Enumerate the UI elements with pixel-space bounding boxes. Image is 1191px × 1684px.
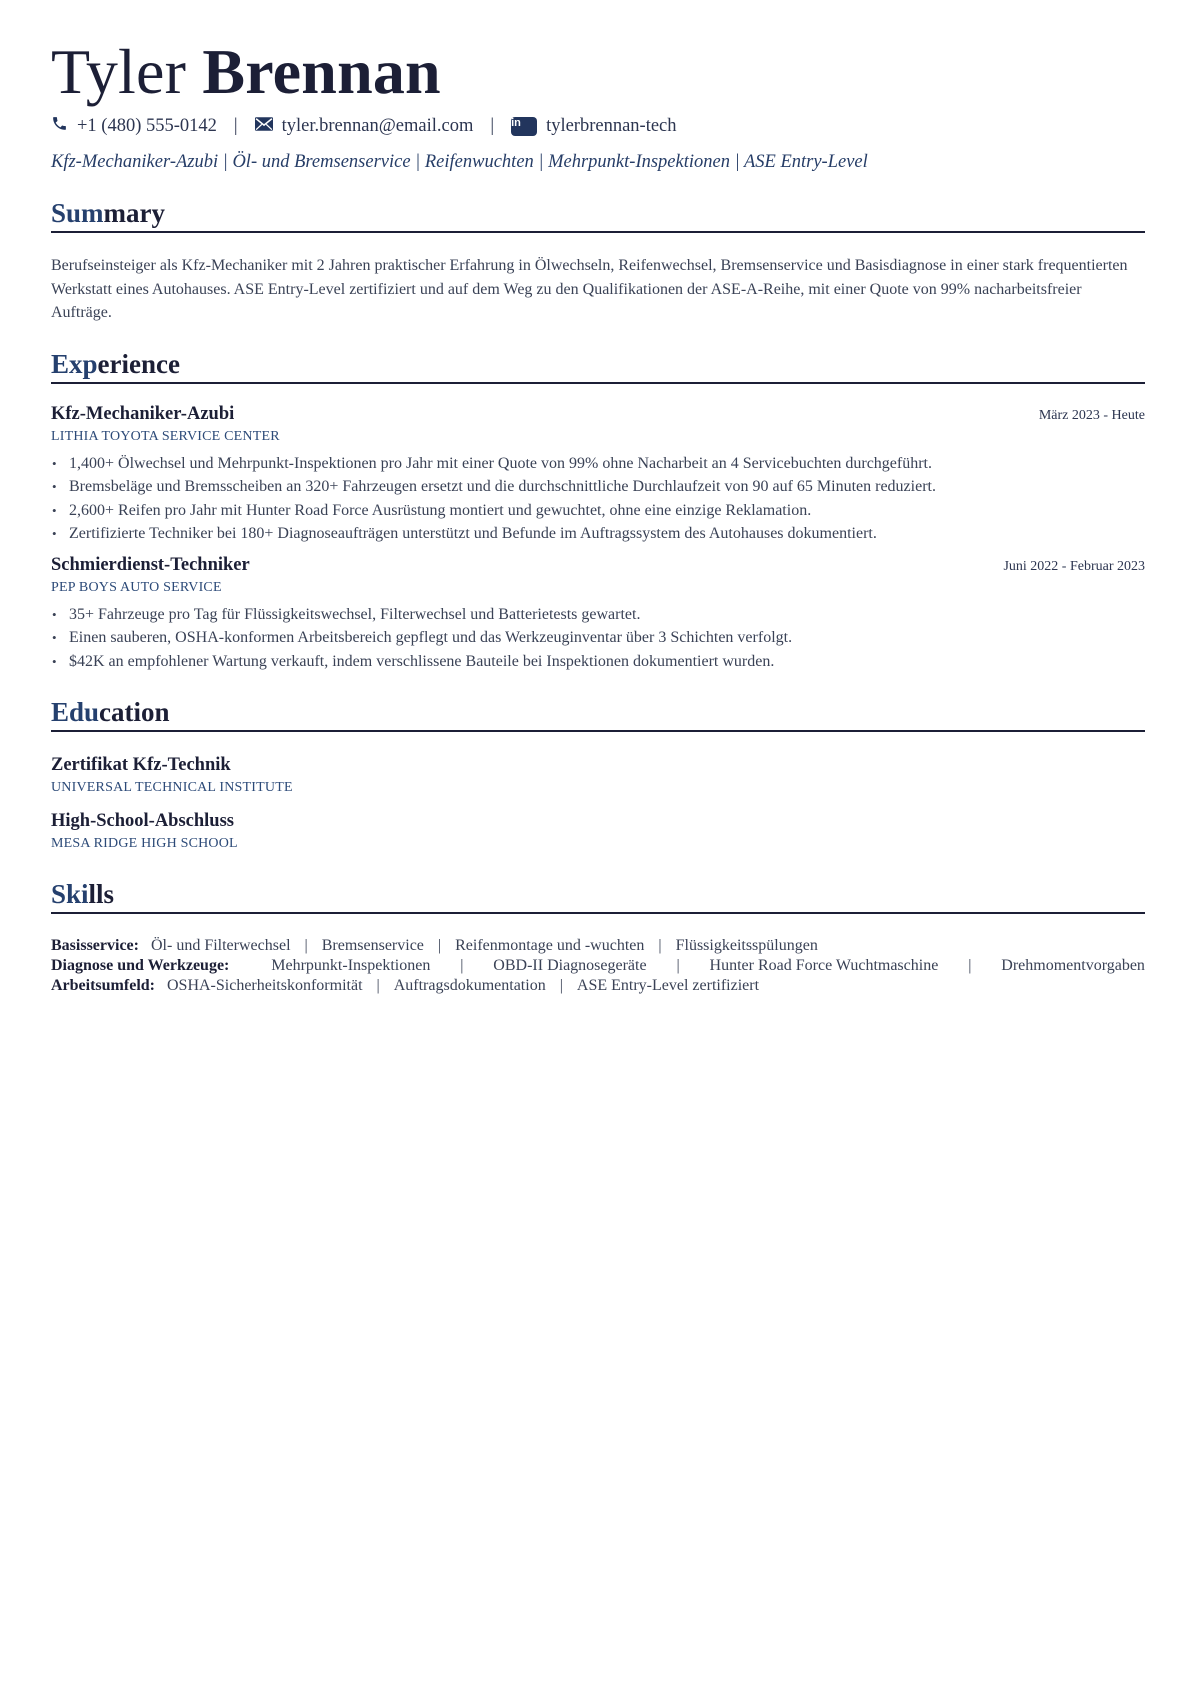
skill-item: Bremsenservice bbox=[321, 937, 424, 954]
email-address: tyler.brennan@email.com bbox=[281, 115, 474, 136]
skills-section bbox=[51, 877, 1145, 996]
job-bullet: • $42K an empfohlener Wartung verkauft, indem verschlissene Bauteile bei Inspektionen dokumentiert wurden. bbox=[51, 650, 1145, 674]
first-name: Tyler bbox=[51, 36, 187, 107]
job-bullet: • 35+ Fahrzeuge pro Tag für Flüssigkeitswechsel, Filterwechsel und Batterietests gewartet. bbox=[51, 603, 1145, 627]
phone-contact[interactable] bbox=[51, 115, 217, 138]
job-entry bbox=[51, 402, 1145, 546]
linkedin-handle: tylerbrennan-tech bbox=[546, 115, 677, 136]
skill-category-label: Basisservice: bbox=[51, 937, 139, 954]
education-section bbox=[51, 695, 1145, 855]
degree-title: Zertifikat Kfz-Technik bbox=[51, 755, 231, 775]
linkedin-contact[interactable] bbox=[511, 116, 676, 137]
skill-item: Mehrpunkt-Inspektionen bbox=[271, 957, 431, 974]
contact-line bbox=[51, 114, 1145, 138]
job-title: Schmierdienst-Techniker bbox=[51, 554, 250, 575]
skill-item: Reifenmontage und -wuchten bbox=[455, 937, 645, 954]
skill-item: Öl- und Filterwechsel bbox=[150, 937, 291, 954]
school-name: MESA RIDGE HIGH SCHOOL bbox=[51, 836, 238, 851]
email-contact[interactable] bbox=[255, 116, 474, 137]
skill-item: Drehmomentvorgaben bbox=[1001, 957, 1145, 974]
skill-item: OBD-II Diagnosegeräte bbox=[493, 957, 647, 974]
company-name: PEP BOYS AUTO SERVICE bbox=[51, 579, 222, 595]
job-bullet: • 2,600+ Reifen pro Jahr mit Hunter Road Force Ausrüstung montiert und gewuchtet, ohne eine einzige Reklamation. bbox=[51, 499, 1145, 523]
skill-row bbox=[51, 976, 1145, 996]
degree-title: High-School-Abschluss bbox=[51, 811, 234, 831]
skill-separator: | bbox=[658, 937, 662, 954]
section-title-experience: Experience bbox=[51, 347, 1145, 384]
education-entry bbox=[51, 809, 1145, 855]
school-name: UNIVERSAL TECHNICAL INSTITUTE bbox=[51, 780, 293, 795]
headline: Kfz-Mechaniker-Azubi | Öl- und Bremsenservice | Reifenwuchten | Mehrpunkt-Inspektionen | ASE Entry-Level bbox=[51, 152, 868, 172]
job-entry bbox=[51, 553, 1145, 674]
skill-separator: | bbox=[460, 957, 464, 974]
candidate-name bbox=[51, 34, 1145, 110]
job-bullets bbox=[51, 452, 1145, 546]
skill-separator: | bbox=[968, 957, 972, 974]
job-bullet: • Einen sauberen, OSHA-konformen Arbeitsbereich gepflegt und das Werkzeuginventar über 3 Schichten verfolgt. bbox=[51, 626, 1145, 650]
phone-number: +1 (480) 555-0142 bbox=[77, 115, 217, 136]
job-date: Juni 2022 - Februar 2023 bbox=[1003, 558, 1145, 574]
job-title: Kfz-Mechaniker-Azubi bbox=[51, 403, 235, 424]
section-title-skills: Skills bbox=[51, 877, 1145, 914]
summary-text: Berufseinsteiger als Kfz-Mechaniker mit 2 Jahren praktischer Erfahrung in Ölwechseln, Reifenwechsel, Bremsenservice und Basisdiagnose in einer stark frequentierten Werkstatt eines Autohauses. ASE Entry-Level zertifiziert und auf dem Weg zu den Qualifikationen der ASE-A-Reihe, mit einer Quote von 99% nacharbeitsfreier Aufträge. bbox=[51, 257, 1128, 321]
summary-section bbox=[51, 196, 1145, 325]
contact-separator: | bbox=[490, 115, 495, 136]
job-bullets bbox=[51, 603, 1145, 674]
job-date: März 2023 - Heute bbox=[1038, 407, 1145, 423]
skill-item: OSHA-Sicherheitskonformität bbox=[166, 977, 363, 994]
skills-list bbox=[51, 936, 1145, 996]
skill-category-label: Arbeitsumfeld: bbox=[51, 977, 155, 994]
section-title-summary: Summary bbox=[51, 196, 1145, 233]
skill-row bbox=[51, 936, 1145, 956]
skill-separator: | bbox=[559, 977, 563, 994]
skill-item: Flüssigkeitsspülungen bbox=[675, 937, 818, 954]
resume-content bbox=[51, 34, 1145, 996]
linkedin-icon: in bbox=[511, 117, 537, 136]
phone-icon bbox=[51, 115, 68, 138]
skill-separator: | bbox=[676, 957, 680, 974]
skill-category-label: Diagnose und Werkzeuge: bbox=[51, 957, 230, 974]
skill-item: Auftragsdokumentation bbox=[393, 977, 546, 994]
job-bullet: • Zertifizierte Techniker bei 180+ Diagnoseaufträgen unterstützt und Befunde im Auftragssystem des Autohauses dokumentiert. bbox=[51, 522, 1145, 546]
skill-separator: | bbox=[376, 977, 380, 994]
skill-separator: | bbox=[437, 937, 442, 954]
skill-item: ASE Entry-Level zertifiziert bbox=[576, 977, 760, 994]
education-entry bbox=[51, 753, 1145, 799]
skill-row bbox=[51, 956, 1145, 976]
contact-separator: | bbox=[233, 115, 238, 136]
skill-separator: | bbox=[304, 937, 308, 954]
job-bullet: • 1,400+ Ölwechsel und Mehrpunkt-Inspektionen pro Jahr mit einer Quote von 99% ohne Nacharbeit an 4 Servicebuchten durchgeführt. bbox=[51, 452, 1145, 476]
experience-section bbox=[51, 347, 1145, 674]
last-name: Brennan bbox=[202, 36, 441, 107]
envelope-icon bbox=[255, 116, 273, 137]
skill-item: Hunter Road Force Wuchtmaschine bbox=[709, 957, 939, 974]
company-name: LITHIA TOYOTA SERVICE CENTER bbox=[51, 428, 280, 444]
job-bullet: • Bremsbeläge und Bremsscheiben an 320+ Fahrzeugen ersetzt und die durchschnittliche Durchlaufzeit von 90 auf 65 Minuten reduziert. bbox=[51, 475, 1145, 499]
section-title-education: Education bbox=[51, 695, 1145, 732]
